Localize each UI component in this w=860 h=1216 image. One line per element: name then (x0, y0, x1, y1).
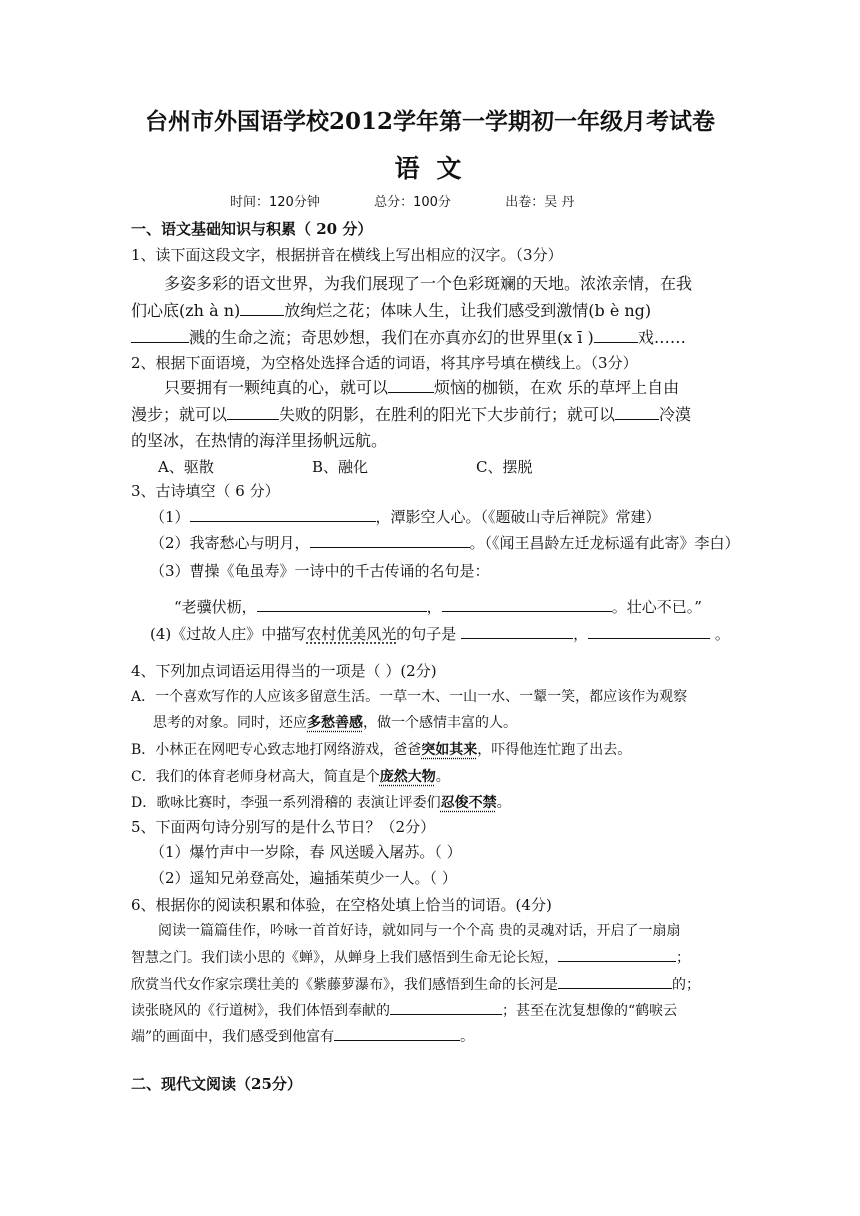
q4-option-c: C．我们的体育老师身材高大，简直是个庞然大物。 (131, 769, 450, 785)
q1-passage-line1: 多姿多彩的语文世界，为我们展现了一个色彩斑斓的天地。浓浓亲情，在我 (164, 274, 693, 293)
q3-item3-quote: “老骥伏枥， ， 。壮心不已。” (174, 598, 702, 616)
exam-author: 出卷：吴 丹 (505, 195, 575, 210)
q3-stem: 3、古诗填空（ 6 分） (131, 482, 280, 500)
exam-score: 总分：100分 (374, 195, 451, 210)
q2-option-c: C、摆脱 (476, 458, 533, 476)
answer-blank[interactable] (461, 624, 573, 639)
answer-blank[interactable] (334, 1026, 460, 1041)
answer-blank[interactable] (227, 405, 279, 420)
answer-blank[interactable] (442, 597, 612, 612)
dotted-term: 突如其来 (421, 742, 478, 758)
dotted-term: 庞然大物 (379, 769, 436, 785)
dotted-term: 忍俊不禁 (440, 795, 497, 811)
section-1-heading: 一、语文基础知识与积累（ 20 分） (131, 220, 373, 238)
q2-stem: 2、根据下面语境，为空格处选择合适的词语，将其序号填在横线上。（3分） (131, 354, 638, 372)
answer-blank[interactable] (310, 533, 470, 548)
answer-blank[interactable] (594, 328, 638, 343)
q2-passage-line2: 漫步；就可以 失败的阴影，在胜利的阳光下大步前行；就可以 冷漠 (131, 405, 692, 424)
q2-option-a: A、驱散 (158, 458, 214, 476)
q6-passage-line1: 阅读一篇篇佳作，吟咏一首首好诗，就如同与一个个高 贵的灵魂对话，开启了一扇扇 (158, 923, 681, 939)
exam-time: 时间：120分钟 (230, 195, 320, 210)
q3-item3: （3）曹操《龟虽寿》一诗中的千古传诵的名句是： (150, 562, 490, 580)
answer-blank[interactable] (257, 597, 427, 612)
answer-blank[interactable] (558, 947, 676, 962)
q1-passage-line3: 溅的生命之流；奇思妙想，我们在亦真亦幻的世界里(x ī ) 戏…… (131, 328, 686, 348)
q2-option-b: B、融化 (312, 458, 369, 476)
q1-passage-line2: 们心底(zh à n) 放绚烂之花；体味人生，让我们感受到激情(b è ng) (131, 301, 652, 320)
answer-blank[interactable] (390, 1000, 502, 1015)
exam-title: 台州市外国语学校2012学年第一学期初一年级月考试卷 (144, 108, 715, 135)
answer-blank[interactable] (240, 301, 284, 316)
subject-title: 语 文 (394, 154, 466, 183)
q6-passage-line4: 读张晓风的《行道树》，我们体悟到奉献的 ；甚至在沈复想像的“鹤唳云 (131, 1000, 677, 1021)
q4-option-d: D．歌咏比赛时，李强一系列滑稽的 表演让评委们忍俊不禁。 (131, 795, 511, 811)
q6-passage-line3: 欣赏当代女作家宗璞壮美的《紫藤萝瀑布》，我们感悟到生命的长河是 的； (131, 974, 700, 995)
answer-blank[interactable] (558, 974, 672, 989)
q2-passage-line1: 只要拥有一颗纯真的心，就可以 烦恼的枷锁，在欢 乐的草坪上自由 (164, 378, 680, 397)
q2-passage-line3: 的坚冰，在热情的海洋里扬帆远航。 (131, 431, 388, 450)
q1-stem: 1、读下面这段文字，根据拼音在横线上写出相应的汉字。（3分） (131, 246, 563, 264)
q6-passage-line2: 智慧之门。我们读小思的《蝉》，从蝉身上我们感悟到生命无论长短， ； (131, 947, 690, 968)
q5-item2: （2）遥知兄弟登高处，遍插茱萸少一人。（ ） (150, 869, 457, 887)
q5-stem: 5、下面两句诗分别写的是什么节日？（2分） (131, 818, 436, 836)
q6-stem: 6、根据你的阅读积累和体验，在空格处填上恰当的词语。(4分) (131, 896, 552, 914)
q3-item4: (4)《过故人庄》中描写农村优美风光的句子是 ， 。 (150, 625, 730, 643)
answer-blank[interactable] (615, 405, 659, 420)
answer-blank[interactable] (588, 624, 710, 639)
answer-blank[interactable] (190, 507, 376, 522)
dotted-term: 多愁善感 (307, 715, 363, 731)
q4-stem: 4、下列加点词语运用得当的一项是（ ）(2分) (131, 662, 437, 680)
q4-option-a-line1: A．一个喜欢写作的人应该多留意生活。一草一木、一山一水、一颦一笑，都应该作为观察 (131, 689, 688, 705)
exam-meta (230, 193, 574, 213)
q3-item1: （1） ，潭影空人心。（《题破山寺后禅院》常建） (150, 508, 661, 526)
q3-item2: （2）我寄愁心与明月， 。（《闻王昌龄左迁龙标遥有此寄》李白） (150, 534, 740, 552)
q6-passage-line5: 端”的画面中，我们感受到他富有 。 (131, 1026, 474, 1047)
emphasis-dots: 农村优美风光 (306, 625, 397, 643)
answer-blank[interactable] (388, 378, 434, 393)
q4-option-a-line2: 思考的对象。同时，还应多愁善感，做一个感情丰富的人。 (153, 715, 517, 731)
q4-option-b: B．小林正在网吧专心致志地打网络游戏，爸爸突如其来，吓得他连忙跑了出去。 (131, 742, 632, 758)
answer-blank[interactable] (131, 328, 189, 343)
q5-item1: （1）爆竹声中一岁除，春 风送暖入屠苏。（ ） (150, 843, 462, 861)
section-2-heading: 二、现代文阅读（25分） (131, 1075, 302, 1093)
